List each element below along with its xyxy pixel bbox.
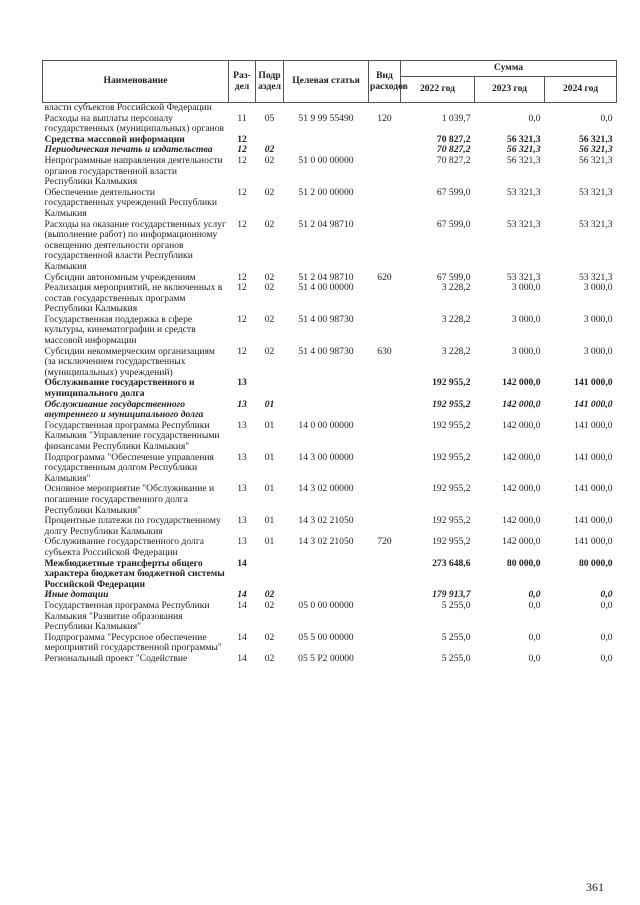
row-2024: 0,0	[600, 652, 613, 664]
row-2022: 3 228,2	[441, 345, 471, 357]
row-2022: 3 228,2	[441, 282, 471, 294]
row-target: 51 4 00 00000	[298, 282, 354, 294]
row-vid	[369, 378, 401, 399]
row-2023: 142 000,0	[502, 515, 541, 527]
row-name: Подпрограмма "Ресурсное обеспечение мероприятий государственной программы"	[44, 631, 222, 654]
row-razdel: 13	[237, 483, 247, 495]
row-2023: 0,0	[528, 112, 541, 124]
row-target	[284, 378, 369, 399]
row-2024: 3 000,0	[583, 282, 613, 294]
row-target	[284, 559, 369, 591]
row-2024: 141 000,0	[574, 451, 613, 463]
row-target: 51 4 00 98730	[298, 313, 354, 325]
row-razdel	[229, 103, 256, 114]
row-vid	[369, 135, 401, 146]
row-razdel: 14	[237, 557, 247, 569]
header-razdel: Раз-дел	[229, 61, 256, 103]
row-2024: 141 000,0	[574, 377, 613, 389]
row-vid	[369, 633, 401, 654]
page-number: 361	[586, 880, 604, 894]
row-2023: 53 321,3	[506, 218, 541, 230]
row-podrazdel: 02	[264, 144, 275, 156]
table-row	[43, 484, 617, 516]
row-vid: 720	[377, 536, 392, 548]
header-target: Целевая статья	[284, 61, 369, 103]
row-name: Расходы на выплаты персоналу государственных (муниципальных) органов	[44, 112, 225, 135]
row-2022: 273 648,6	[432, 557, 471, 569]
table-row	[43, 453, 617, 485]
row-name: Расходы на оказание государственных услуг (выполнение работ) по информационному освещению деятельности органов государственной власти Республики Калмыкия	[44, 218, 226, 272]
row-vid	[369, 453, 401, 485]
row-podrazdel: 02	[264, 271, 275, 283]
row-razdel: 14	[237, 589, 247, 601]
row-2024: 3 000,0	[583, 345, 613, 357]
row-razdel: 13	[237, 398, 247, 410]
row-vid: 630	[377, 345, 392, 357]
row-name: Процентные платежи по государственному долгу Республики Калмыкия	[44, 515, 221, 537]
row-vid: 120	[377, 112, 392, 124]
row-razdel: 12	[237, 133, 247, 145]
row-name: Иные дотации	[44, 589, 109, 601]
row-2024: 3 000,0	[583, 313, 613, 325]
budget-page	[42, 60, 616, 664]
row-razdel: 12	[237, 154, 247, 166]
row-razdel: 12	[237, 313, 247, 325]
row-name: Непрограммные направления деятельности органов государственной власти Республики Калмыкия	[44, 154, 223, 188]
row-name: Средства массовой информации	[44, 133, 185, 145]
row-podrazdel: 02	[264, 282, 275, 294]
row-vid	[369, 484, 401, 516]
table-row	[43, 654, 617, 665]
row-2022: 192 955,2	[432, 536, 471, 548]
table-row	[43, 378, 617, 399]
row-razdel: 13	[237, 419, 247, 431]
row-target: 51 9 99 55490	[298, 112, 354, 124]
row-razdel: 13	[237, 377, 247, 389]
row-2023: 3 000,0	[511, 345, 541, 357]
row-razdel: 13	[237, 451, 247, 463]
row-2023	[475, 103, 545, 114]
row-name: власти субъектов Российской Федерации	[44, 102, 212, 113]
row-2023: 0,0	[528, 652, 541, 664]
row-razdel: 12	[237, 186, 247, 198]
row-target: 51 2 04 98710	[298, 271, 354, 283]
row-2022: 5 255,0	[441, 631, 471, 643]
row-2022: 192 955,2	[432, 483, 471, 495]
row-podrazdel: 01	[264, 398, 275, 410]
row-2024: 56 321,3	[578, 133, 613, 145]
row-2024: 80 000,0	[578, 557, 613, 569]
row-2023: 56 321,3	[506, 154, 541, 166]
row-2024: 141 000,0	[574, 419, 613, 431]
row-2023: 0,0	[528, 599, 541, 611]
table-row	[43, 347, 617, 379]
row-name: Обслуживание государственного и муниципального долга	[44, 377, 195, 400]
row-2022: 67 599,0	[436, 186, 471, 198]
row-target: 05 5 00 00000	[298, 631, 354, 643]
row-target	[284, 400, 369, 421]
row-2024: 53 321,3	[578, 218, 613, 230]
table-row	[43, 421, 617, 453]
row-razdel: 14	[237, 652, 247, 664]
row-razdel: 12	[237, 218, 247, 230]
row-2023: 142 000,0	[502, 377, 541, 389]
row-vid	[369, 103, 401, 114]
table-row	[43, 156, 617, 188]
row-vid	[369, 559, 401, 591]
row-2024: 0,0	[600, 599, 613, 611]
row-razdel: 12	[237, 144, 247, 156]
row-name: Субсидии автономным учреждениям	[44, 271, 196, 283]
row-podrazdel	[256, 378, 284, 399]
row-podrazdel: 01	[264, 515, 275, 527]
row-name: Обслуживание государственного долга субъекта Российской Федерации	[44, 536, 205, 558]
row-razdel: 13	[237, 536, 247, 548]
row-target: 51 0 00 00000	[298, 154, 354, 166]
row-name: Основное мероприятие "Обслуживание и погашение государственного долга Республики Калмыкия"	[44, 483, 215, 516]
row-target	[284, 135, 369, 146]
row-vid	[369, 188, 401, 220]
table-row	[43, 633, 617, 654]
row-target: 05 5 P2 00000	[298, 652, 354, 664]
table-row	[43, 114, 617, 135]
row-podrazdel: 02	[264, 589, 275, 601]
row-2024: 56 321,3	[578, 154, 613, 166]
row-podrazdel: 02	[264, 652, 275, 664]
table-row	[43, 537, 617, 558]
header-podrazdel: Подр аздел	[256, 61, 284, 103]
row-razdel: 13	[237, 515, 247, 527]
row-razdel: 14	[237, 599, 247, 611]
row-2023: 142 000,0	[502, 398, 541, 410]
row-vid	[369, 400, 401, 421]
row-2022: 67 599,0	[436, 218, 471, 230]
row-2023: 142 000,0	[502, 536, 541, 548]
row-name: Периодическая печать и издательства	[44, 144, 213, 156]
table-row	[43, 220, 617, 273]
row-2022: 179 913,7	[432, 589, 471, 601]
row-name: Реализация мероприятий, не включенных в состав государственных программ Республики Калмыкия	[44, 282, 223, 315]
row-name: Подпрограмма "Обеспечение управления государственным долгом Республики Калмыкия"	[44, 451, 214, 484]
row-2023: 142 000,0	[502, 483, 541, 495]
table-row	[43, 315, 617, 347]
row-target: 14 3 00 00000	[298, 451, 354, 463]
table-row	[43, 283, 617, 315]
row-name: Государственная программа Республики Калмыкия "Развитие образования Республики Калмыкия"	[44, 599, 210, 633]
row-2022	[401, 103, 475, 114]
row-name: Государственная программа Республики Калмыкия "Управление государственными финансами Республики Калмыкия"	[44, 419, 220, 452]
row-2022: 192 955,2	[432, 419, 471, 431]
row-podrazdel	[256, 559, 284, 591]
row-2023: 80 000,0	[506, 557, 541, 569]
row-2023: 3 000,0	[511, 313, 541, 325]
header-2022: 2022 год	[401, 77, 475, 103]
row-2022: 67 599,0	[436, 271, 471, 283]
row-2022: 1 039,7	[441, 112, 471, 124]
row-target: 05 0 00 00000	[298, 599, 354, 611]
header-2023: 2023 год	[475, 77, 545, 103]
row-2024: 56 321,3	[578, 144, 613, 156]
row-2024: 53 321,3	[578, 271, 613, 283]
row-vid	[369, 516, 401, 537]
row-name: Региональный проект "Содействие	[44, 652, 188, 664]
row-2024: 0,0	[600, 589, 613, 601]
row-2022: 192 955,2	[432, 515, 471, 527]
header-2024: 2024 год	[545, 77, 617, 103]
table-row	[43, 103, 617, 114]
row-name: Обеспечение деятельности государственных учреждений Республики Калмыкия	[44, 186, 217, 219]
row-2023: 0,0	[528, 589, 541, 601]
row-2022: 5 255,0	[441, 599, 471, 611]
row-podrazdel	[256, 103, 284, 114]
row-2023: 56 321,3	[506, 144, 541, 156]
row-podrazdel: 02	[264, 631, 275, 643]
row-name: Межбюджетные трансферты общего характера бюджетам бюджетной системы Российской Федерации	[44, 557, 225, 590]
row-podrazdel: 02	[264, 186, 275, 198]
row-podrazdel: 05	[264, 112, 275, 124]
row-podrazdel: 01	[264, 483, 275, 495]
row-2023: 142 000,0	[502, 419, 541, 431]
row-2024: 0,0	[600, 112, 613, 124]
table-row	[43, 559, 617, 591]
row-razdel: 12	[237, 345, 247, 357]
row-2024: 141 000,0	[574, 536, 613, 548]
header-summa: Сумма	[401, 61, 617, 77]
row-razdel: 14	[237, 631, 247, 643]
row-2023: 3 000,0	[511, 282, 541, 294]
row-name: Обслуживание государственного внутреннего и муниципального долга	[44, 398, 204, 421]
row-vid	[369, 220, 401, 273]
row-target: 14 3 02 21050	[298, 536, 354, 548]
row-2022: 3 228,2	[441, 313, 471, 325]
row-vid	[369, 145, 401, 156]
row-razdel: 11	[237, 112, 247, 124]
header-vid: Вид расходов	[369, 61, 401, 103]
row-target: 51 4 00 98730	[298, 345, 354, 357]
row-podrazdel: 02	[264, 345, 275, 357]
row-2023: 53 321,3	[506, 271, 541, 283]
budget-table	[42, 60, 617, 664]
row-2023: 0,0	[528, 631, 541, 643]
table-row	[43, 601, 617, 633]
row-2024: 53 321,3	[578, 186, 613, 198]
row-vid	[369, 283, 401, 315]
row-2024: 141 000,0	[574, 483, 613, 495]
row-vid	[369, 601, 401, 633]
row-target	[284, 103, 369, 114]
row-podrazdel: 02	[264, 218, 275, 230]
row-2024: 0,0	[600, 631, 613, 643]
row-vid: 620	[377, 271, 392, 283]
row-2024	[545, 103, 617, 114]
row-podrazdel: 02	[264, 154, 275, 166]
row-name: Государственная поддержка в сфере культуры, кинематографии и средств массовой информации	[44, 313, 196, 347]
row-podrazdel: 01	[264, 419, 275, 431]
row-2023: 142 000,0	[502, 451, 541, 463]
row-2024: 141 000,0	[574, 515, 613, 527]
row-podrazdel: 02	[264, 313, 275, 325]
table-row	[43, 188, 617, 220]
row-2022: 70 827,2	[436, 144, 471, 156]
row-vid	[369, 315, 401, 347]
row-podrazdel: 01	[264, 536, 275, 548]
row-target: 14 3 02 00000	[298, 483, 354, 495]
table-row	[43, 400, 617, 421]
row-target: 51 2 04 98710	[298, 218, 354, 230]
row-vid	[369, 654, 401, 665]
header-name: Наименование	[43, 61, 229, 103]
row-vid	[369, 421, 401, 453]
row-target: 14 0 00 00000	[298, 419, 354, 431]
row-2022: 192 955,2	[432, 398, 471, 410]
row-razdel: 12	[237, 271, 247, 283]
row-2023: 56 321,3	[506, 133, 541, 145]
row-2022: 192 955,2	[432, 377, 471, 389]
row-podrazdel: 02	[264, 599, 275, 611]
row-2022: 192 955,2	[432, 451, 471, 463]
row-podrazdel: 01	[264, 451, 275, 463]
row-2022: 5 255,0	[441, 652, 471, 664]
row-vid	[369, 590, 401, 601]
table-body	[43, 103, 617, 665]
row-2023: 53 321,3	[506, 186, 541, 198]
row-name: Субсидии некоммерческим организациям (за исключением государственных (муниципальных) учреждений)	[44, 345, 215, 378]
row-razdel: 12	[237, 282, 247, 294]
row-target: 14 3 02 21050	[298, 515, 354, 527]
row-2022: 70 827,2	[436, 133, 471, 145]
row-target: 51 2 00 00000	[298, 186, 354, 198]
row-vid	[369, 156, 401, 188]
row-2022: 70 827,2	[436, 154, 471, 166]
row-2024: 141 000,0	[574, 398, 613, 410]
table-header	[43, 61, 617, 103]
table-row	[43, 516, 617, 537]
